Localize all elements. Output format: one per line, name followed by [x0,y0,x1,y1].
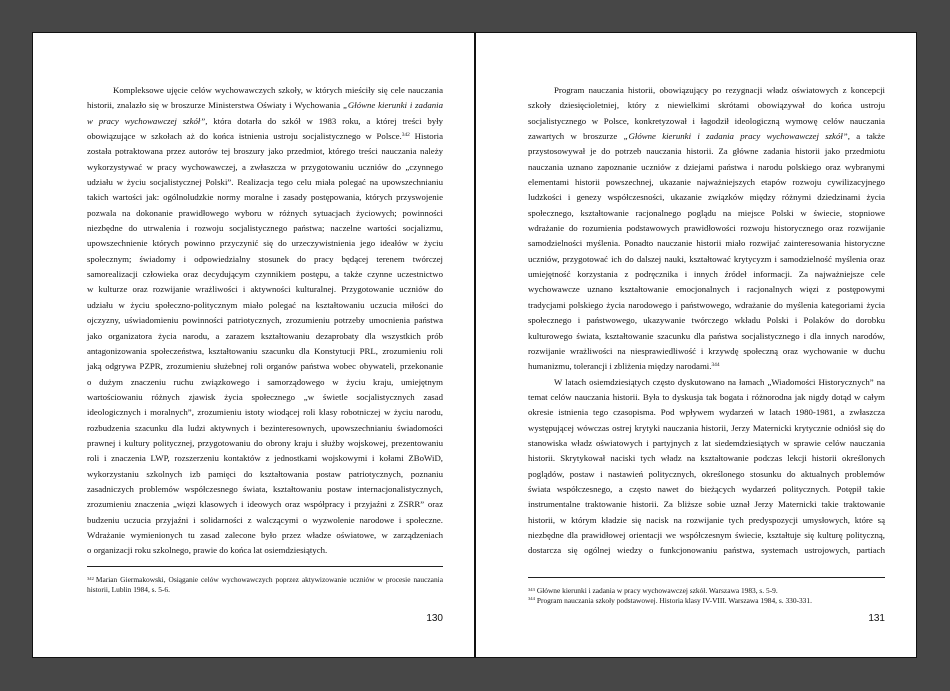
text-line [528,144,885,159]
text-line [87,144,443,159]
text-line [87,83,443,98]
text-line [87,190,443,205]
text-line [87,160,443,175]
text-run: historii, w którym kładzie się nacisk na rozwijanie tych predyspozycji umysłowych, które są [528,514,885,525]
text-line [528,313,885,328]
text-run: , która dotarła do szkół w 1983 roku, a której treści były [205,115,444,126]
text-line [87,206,443,221]
text-run: rozwijanie wrażliwości na niesprawiedliwość i krzywdę społeczną oraz wychowanie w duchu [528,345,885,356]
text-line [528,252,885,267]
text-run: Program nauczania szkoły podstawowej. Historia klasy IV-VIII. Warszawa 1984, s. 330-331. [536,595,812,605]
body-text [87,83,443,559]
body-text [528,83,885,559]
text-run: zawartych w broszurze [528,131,624,142]
text-line [528,405,885,420]
text-line [528,236,885,251]
text-run: dostarcza się ogólnej wiedzy o funkcjonowaniu państwa, systemach ustrojowych, partiach [528,545,885,556]
text-run: jaką odgrywa PZPR, zrozumieniu służebnej roli organów państwa wobec obywateli, przekonanie [87,361,443,372]
paragraph [87,83,443,559]
text-line [87,129,443,144]
text-run: zrozumieniu znaczenia „więzi klasowych i ideowych oraz współpracy i przyjaźni z ZSRR” oraz [87,499,443,510]
text-run: o organizacji roku szkolnego, prawie do końca lat osiemdziesiątych. [87,545,328,556]
text-line [528,267,885,282]
text-line [87,375,443,390]
right-page [476,33,916,657]
text-run: wartościowaniu różnych zjawisk życia społecznego „w świetle socjalistycznych zasad [87,391,443,402]
text-run: historii. Skrytykował naciski tych władz na kształtowanie podczas lekcji historii określonych [528,453,885,464]
text-line [528,375,885,390]
text-run: Główne kierunki i zadania w pracy wychowawczej szkół. Warszawa 1983, s. 5-9. [536,586,778,595]
text-run: kulturowego świata, kształtowanie szacunku dla państwa socjalistycznego i dla innych narodów, [528,330,885,341]
text-run: Program nauczania historii, obowiązujący po rezygnacji władz oświatowych z koncepcji [554,85,885,95]
text-run: ideologicznych i moralnych”, zrozumieniu istoty wiodącej roli klasy robotniczej w życiu narodu, [87,407,443,418]
footnote-line [528,596,885,606]
text-line [528,344,885,359]
text-line [528,129,885,144]
text-run: wychowawcze uznano kształtowanie emocjonalnych i racjonalnych więzi z postępowymi [528,284,885,295]
paragraph [528,375,885,559]
text-line [87,436,443,451]
footnote-separator [87,566,443,567]
text-line [87,467,443,482]
text-run: historii, Lublin 1984, s. 5-6. [87,584,170,594]
text-line [87,236,443,251]
text-line [528,482,885,497]
text-line [87,282,443,297]
text-run: prawnej i kultury politycznej, przygotowaniu do obrony kraju i służby wojskowej, prezentowaniu [87,437,443,448]
text-line [528,206,885,221]
text-line [87,451,443,466]
text-run: udziału w życiu socjalistycznej Polski”. Realizacja tego celu miała polegać na upowszechnianiu [87,177,443,188]
text-run: nauczania uznano zapoznanie uczniów z dziejami państwa i narodu polskiego oraz wybranymi [528,161,885,172]
text-run: upowszechnienie których powinno przyczynić się do urzeczywistnienia jego ideałów w życiu [87,238,443,249]
page-number: 131 [868,613,885,624]
text-line [87,513,443,528]
text-run: udziału w życiu społeczno-politycznym miało polegać na kształtowaniu uczucia miłości do [87,299,443,310]
text-run: niezbędne do utrwalenia i rozwoju socjalistycznego państwa; naczelne wartości socjalizmu, [87,223,443,234]
text-line [528,83,885,98]
text-line [528,528,885,543]
footnote-reference: 344 [711,362,720,369]
text-run: niezbędne dla prawidłowej orientacji we współczesnym świecie, kształtuje się kulturę polityczną, [528,529,885,540]
text-run: Historia [409,131,443,142]
text-line [87,359,443,374]
text-line [528,390,885,405]
footnotes [528,586,885,605]
text-run: budzeniu uczucia przyjaźni i solidarności z walczącymi o wyzwolenie narodowe i społeczne. [87,514,443,525]
text-run: o dużym znaczeniu ruchu związkowego i samorządowego w życiu kraju, umiejętnym [87,376,443,387]
footnote [87,575,443,594]
text-line [87,421,443,436]
text-line [87,252,443,267]
text-line [87,405,443,420]
left-page [33,33,474,657]
text-line [87,329,443,344]
text-line [87,221,443,236]
footnotes [87,575,443,594]
text-run: społecznego i państwowego, ukazywanie twórczego wkładu Polski i Polaków do dorobku [528,315,885,326]
text-run: takich wartości jak: ogólnoludzkie normy moralne i zasady postępowania, których przyswojenie [87,192,443,203]
text-line [528,98,885,113]
text-line [87,390,443,405]
text-run: poglądów, postaw i nastawień politycznych, określonego stosunku do aktualnych problemów [528,468,885,479]
text-run: społecznego, kształtowanie racjonalnego poglądu na miejsce Polski w świecie, stopniowe [528,207,885,218]
text-run: roli i znaczenia LWP, rozszerzeniu kontaktów z jednostkami wojskowymi i kołami ZBoWiD, [87,453,443,464]
text-line [528,451,885,466]
text-line [87,344,443,359]
text-line [87,267,443,282]
text-run: świata współczesnego, a często nawet do bieżących wydarzeń politycznych. Potępił takie [528,483,885,494]
text-run: samodzielności myślenia. Ponadto nauczanie historii miało rozwijać zainteresowania historyczne [528,238,885,249]
text-run: występującej wówczas ostrej krytyki nauczania historii, Jerzy Maternicki krytycznie odniósł się do [528,422,885,433]
text-line [528,282,885,297]
text-line [87,298,443,313]
footnote-line [87,585,443,595]
text-run: okresie istnienia tego czasopisma. Pod wpływem wydarzeń w latach 1980-1981, a zwłaszcza [528,407,885,418]
text-run: socjalistycznego w Polsce, konkretyzował i łagodził ideologiczną wymowę celów nauczania [528,115,885,126]
text-run: instrumentalne traktowanie historii. Za bliższe sobie uznał Jerzy Maternicki takie traktowanie [528,499,885,510]
footnote-reference: 342 [401,132,410,139]
italic-title: „Główne kierunki i zadania [343,100,443,111]
text-run: samorealizacji człowieka oraz decydującym czynnikiem postępu, a także czynne uczestnictwo [87,269,443,280]
text-run: , a także [847,131,885,142]
text-run: Wdrażanie wymienionych tu zasad zalecone było przez władze oświatowe, w zarządzeniach [87,529,443,540]
page-number: 130 [426,613,443,624]
text-line [528,298,885,313]
text-line [528,359,885,374]
text-run: zasadniczych problemów współczesnego świata, kształtowaniu postaw internacjonalistycznych, [87,483,443,494]
text-run: antagonizowania społeczeństwa, kształtowaniu szacunku dla Konstytucji PRL, zrozumieniu roli [87,345,443,356]
text-run: tradycjami polskiego życia narodowego i państwowego, wdrażanie do myślenia kategoriami życia [528,299,885,310]
text-run: została potraktowana przez autorów tej broszury jako przedmiot, którego treści nauczania należy [87,146,443,157]
paragraph [528,83,885,375]
footnote-line [528,586,885,596]
text-line [528,497,885,512]
footnote [528,596,885,606]
footnote-number: 342 [87,575,94,581]
text-run: wdrażanie do rozumienia podstawowych prawidłowości rozwoju historycznego oraz rozwijanie [528,223,885,234]
text-run: ludzkości i genezy współczesności, ukazanie związków między różnymi dziedzinami życia [528,192,885,203]
footnote-line [87,575,443,585]
text-line [528,221,885,236]
text-line [87,175,443,190]
text-run: ojczyzny, uświadomieniu powinności patriotycznych, zrozumieniu potrzeby umocnienia państwa [87,315,443,326]
text-line [528,421,885,436]
text-run: Kompleksowe ujęcie celów wychowawczych szkoły, w których mieściły się cele nauczania [113,85,443,95]
text-run: historii, znalazło się w broszurze Ministerstwa Oświaty i Wychowania [87,100,343,111]
text-line [528,175,885,190]
text-line [528,513,885,528]
italic-title: „Główne kierunki i zadania pracy wychowawczej szkół” [623,131,848,142]
text-run: w kulturze oraz rozwijanie wrażliwości i aktywności kulturalnej. Przygotowanie uczniów do [87,284,443,295]
footnote-number: 344 [528,596,535,602]
text-line [87,114,443,129]
text-line [87,482,443,497]
text-line [87,543,443,558]
text-run: społecznym; świadomy i odpowiedzialny stosunek do pracy będącej terenem twórczej [87,253,443,264]
text-run: umiejętność korzystania z podręcznika i innych źródeł informacji. Za najważniejsze cele [528,269,885,280]
text-line [528,114,885,129]
text-line [87,497,443,512]
footnote-separator [528,577,885,578]
text-run: Marian Giermakowski, Osiąganie celów wychowawczych poprzez aktywizowanie uczniów w procesie nauczania [95,575,443,584]
text-run: temat celów nauczania historii. Była to dyskusja tak bogata i różnorodna jak nigdy dotąd w całym [528,391,885,402]
text-run: szkoły dziesięcioletniej, który z niewielkimi skrótami obowiązywał do końca ustroju [528,100,885,111]
text-line [528,543,885,558]
text-run: elementami historii powszechnej, ukazanie najważniejszych etapów rozwoju cywilizacyjnego [528,177,885,188]
text-line [528,436,885,451]
text-line [87,313,443,328]
text-line [528,160,885,175]
text-line [528,467,885,482]
text-line [87,98,443,113]
text-run: pozwala na dokonanie prawidłowego wyboru w różnych sytuacjach życiowych; powinności [87,207,443,218]
text-run: W latach osiemdziesiątych często dyskutowano na łamach „Wiadomości Historycznych” na [554,376,885,387]
text-run: obowiązujące w szkołach aż do końca istnienia ustroju socjalistycznego w Polsce. [87,131,402,142]
text-run: stanowiska władz oświatowych i partyjnych z lat siedemdziesiątych w sprawie celów nauczania [528,437,885,448]
italic-title: w pracy wychowawczej szkół” [87,115,206,126]
text-run: wykorzystywać w pracy wychowawczej, a zwłaszcza w przygotowaniu uczniów do „czynnego [87,161,443,172]
text-run: przystosowywał je do potrzeb nauczania historii. Za główne zadania historii jako przedmiotu [528,146,885,157]
text-run: uczniów, przygotować ich do dalszej nauki, kształtować krytycyzm i samodzielność myślenia oraz [528,253,885,264]
text-line [87,528,443,543]
text-run: humanizmu, tolerancji i zbliżenia między narodami. [528,361,712,372]
footnote [528,586,885,596]
text-line [528,190,885,205]
text-run: wykorzystaniu szkolnych izb pamięci do kształtowania postaw patriotycznych, poznaniu [87,468,443,479]
footnote-number: 343 [528,586,535,592]
text-line [528,329,885,344]
text-run: jako organizatora życia narodu, a zarazem kształtowaniu dezaprobaty dla wszystkich prób [87,330,443,341]
text-run: rozbudzenia szacunku dla ludzi aktywnych i bezinteresownych, upowszechnianiu świadomości [87,422,443,433]
